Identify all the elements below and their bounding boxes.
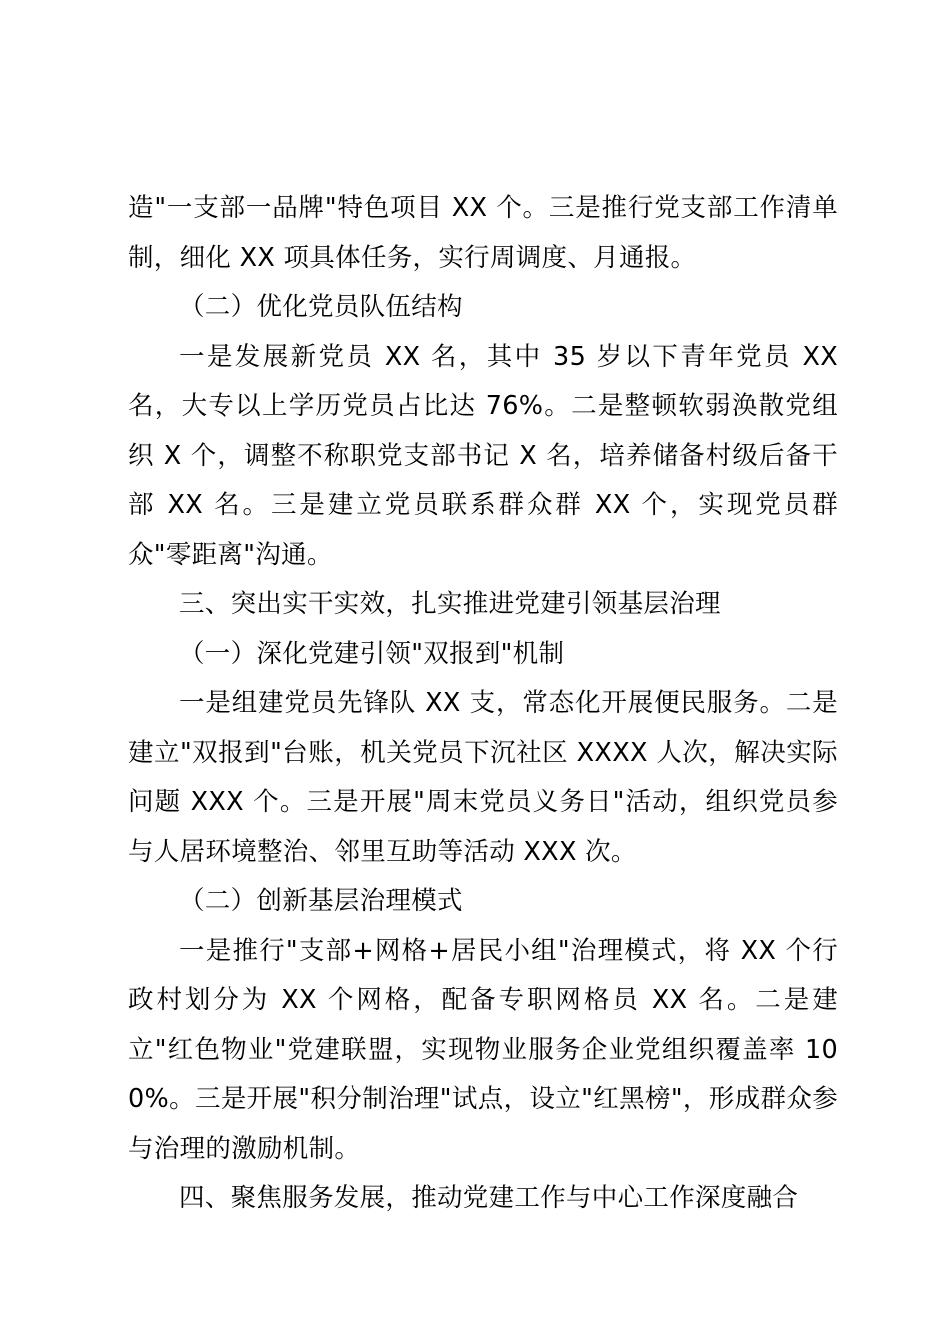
subheading-double-report: （一）深化党建引领"双报到"机制 xyxy=(179,638,565,669)
paragraph-governance-model: 一是推行"支部+网格+居民小组"治理模式，将 XX 个行政村划分为 XX 个网格，配备专职网格员 XX 名。二是建立"红色物业"党建联盟，实现物业服务企业党组织覆盖率 100%。三是开展"积分制治理"试点，设立"红黑榜"，形成群众参与治理的激励机制。 xyxy=(128,935,838,1164)
subheading-optimize-party-members: （二）优化党员队伍结构 xyxy=(179,292,463,322)
document-body xyxy=(128,184,838,1224)
section-heading-three: 三、突出实干实效，扎实推进党建引领基层治理 xyxy=(179,589,721,619)
section-heading-four: 四、聚焦服务发展，推动党建工作与中心工作深度融合 xyxy=(179,1183,799,1213)
paragraph-party-member-structure: 一是发展新党员 XX 名，其中 35 岁以下青年党员 XX 名，大专以上学历党员占比达 76%。二是整顿软弱涣散党组织 X 个，调整不称职党支部书记 X 名，培养储备村级后备干部 XX 名。三是建立党员联系群众群 XX 个，实现党员群众"零距离"沟通。 xyxy=(128,341,838,570)
subheading-governance-model: （二）创新基层治理模式 xyxy=(179,886,463,916)
paragraph-double-report: 一是组建党员先锋队 XX 支，常态化开展便民服务。二是建立"双报到"台账，机关党员下沉社区 XXXX 人次，解决实际问题 XXX 个。三是开展"周末党员义务日"活动，组织党员参与人居环境整治、邻里互助等活动 XXX 次。 xyxy=(128,688,838,867)
paragraph-continued: 造"一支部一品牌"特色项目 XX 个。三是推行党支部工作清单制，细化 XX 项具体任务，实行周调度、月通报。 xyxy=(128,193,838,273)
